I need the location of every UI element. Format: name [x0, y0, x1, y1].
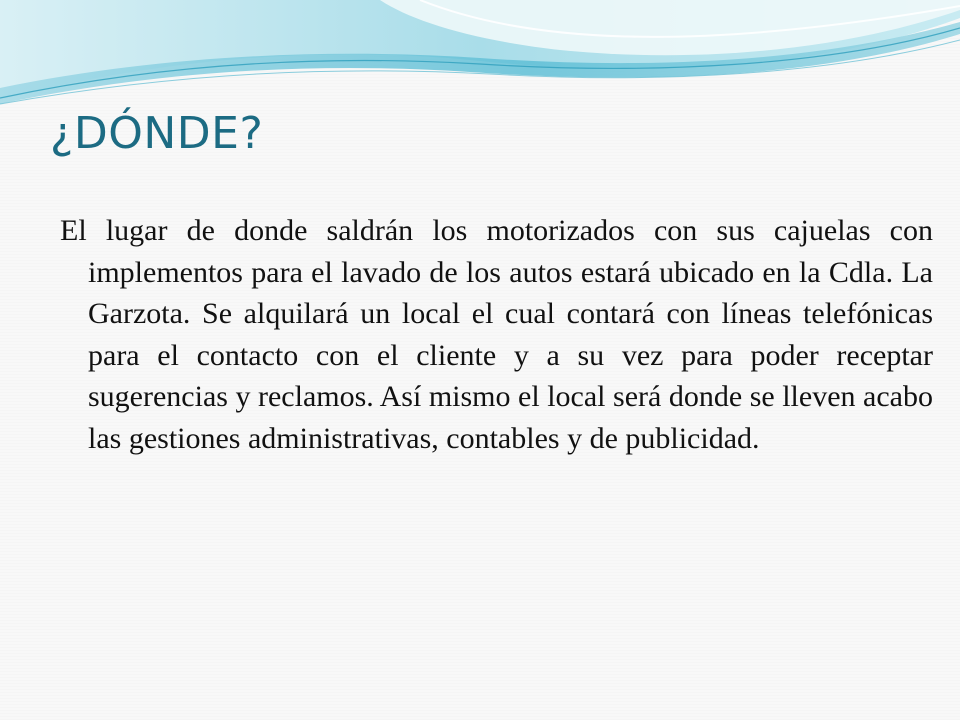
slide-title: ¿DÓNDE?	[50, 108, 264, 159]
header-wave-decoration	[0, 0, 960, 120]
slide-body-paragraph: El lugar de donde saldrán los motorizados con sus cajuelas con implementos para el lavado de los autos estará ubicado en la Cdla. La Garzota. Se alquilará un local el cual contará con líneas telefónicas para el contacto con el cliente y a su vez para poder receptar sugerencias y reclamos. Así mismo el local será donde se lleven acabo las gestiones administrativas, contables y de publicidad.	[60, 214, 933, 455]
